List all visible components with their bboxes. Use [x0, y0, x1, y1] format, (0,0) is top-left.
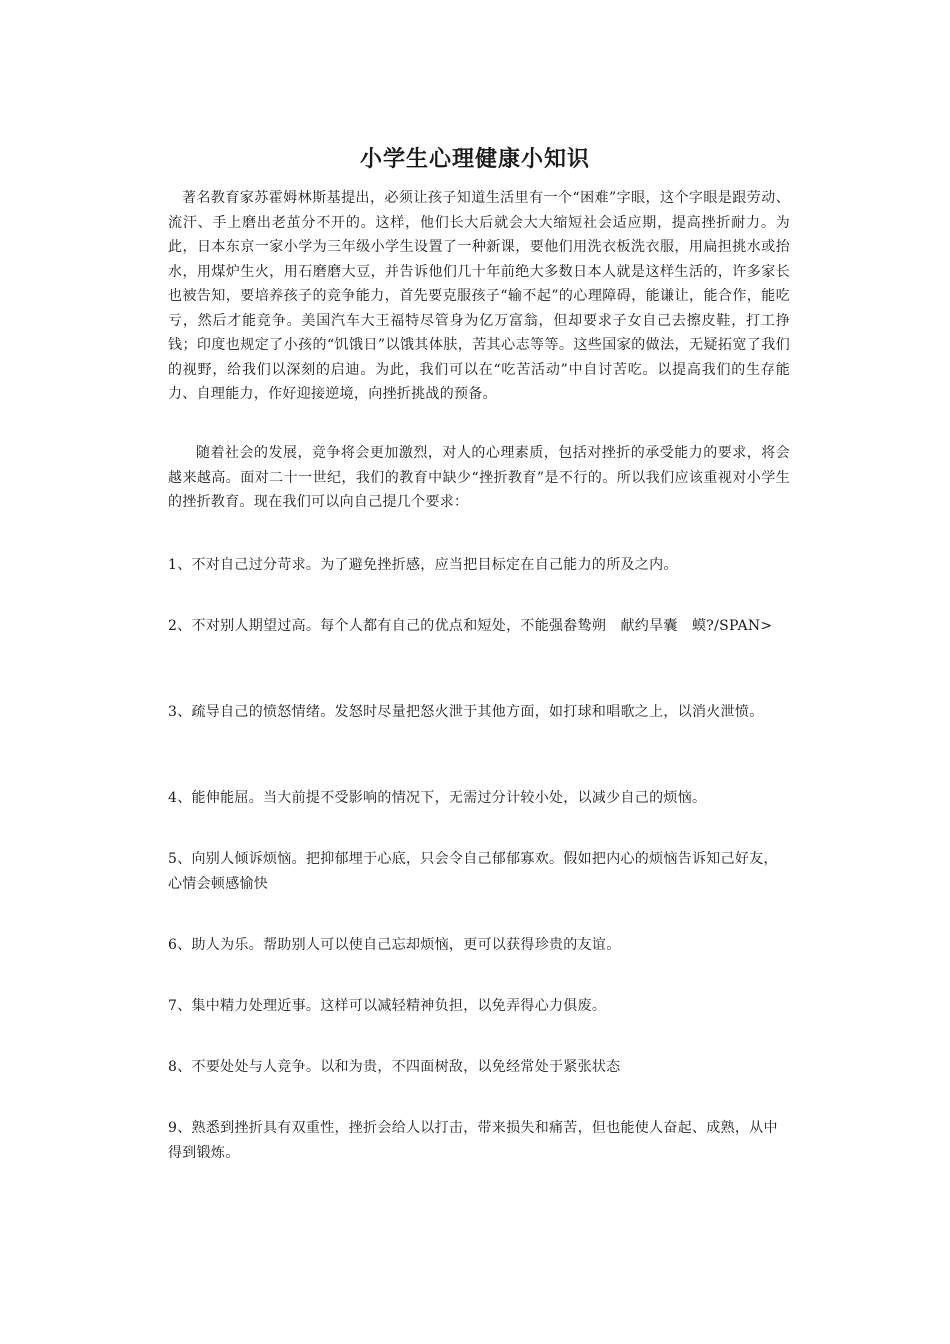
- list-item: 1、不对自己过分苛求。为了避免挫折感，应当把目标定在自己能力的所及之内。: [168, 557, 678, 573]
- list-item: 2、不对别人期望过高。每个人都有自己的优点和短处，不能强畚鸷朔 献约旱囊 蟆?/SPAN>: [168, 618, 773, 634]
- list-item: 9、熟悉到挫折具有双重性，挫折会给人以打击，带来损失和痛苦，但也能使人奋起、成熟，从中得到锻炼。: [168, 1120, 778, 1161]
- list-item: 5、向别人倾诉烦恼。把抑郁埋于心底，只会令自己郁郁寡欢。假如把内心的烦恼告诉知己好友，心情会顿感愉快: [168, 851, 778, 892]
- context-paragraph: 随着社会的发展，竞争将会更加激烈，对人的心理素质，包括对挫折的承受能力的要求，将会越来越高。面对二十一世纪，我们的教育中缺少“挫折教育”是不行的。所以我们应该重视对小学生的挫折教育。现在我们可以向自己提几个要求：: [168, 445, 790, 510]
- list-item: 3、疏导自己的愤怒情绪。发怒时尽量把怒火泄于其他方面，如打球和唱歌之上，以消火泄愤。: [168, 704, 764, 720]
- list-item: 7、集中精力处理近事。这样可以减轻精神负担，以免弄得心力俱废。: [168, 998, 607, 1014]
- list-item: 8、不要处处与人竞争。以和为贵，不四面树敌，以免经常处于紧张状态: [168, 1059, 621, 1075]
- list-item: 6、助人为乐。帮助别人可以使自己忘却烦恼，更可以获得珍贵的友谊。: [168, 937, 621, 953]
- list-item: 4、能伸能屈。当大前提不受影响的情况下，无需过分计较小处，以减少自己的烦恼。: [168, 790, 707, 806]
- document-title: 小学生心理健康小知识: [359, 147, 590, 172]
- intro-paragraph: 著名教育家苏霍姆林斯基提出，必须让孩子知道生活里有一个“困难”字眼，这个字眼是跟劳动、流汗、手上磨出老茧分不开的。这样，他们长大后就会大大缩短社会适应期，提高挫折耐力。为此，日本东京一家小学为三年级小学生设置了一种新课，要他们用洗衣板洗衣服，用扁担挑水或抬水，用煤炉生火，用石磨磨大豆，并告诉他们几十年前绝大多数日本人就是这样生活的，许多家长也被告知，要培养孩子的竞争能力，首先要克服孩子“输不起”的心理障碍，能谦让，能合作，能吃亏，然后才能竞争。美国汽车大王福特尽管身为亿万富翁，但却要求子女自己去擦皮鞋，打工挣钱；印度也规定了小孩的“饥饿日”以饿其体肤，苦其心志等等。这些国家的做法，无疑拓宽了我们的视野，给我们以深刻的启迪。为此，我们可以在“吃苦活动”中自讨苦吃。以提高我们的生存能力、自理能力，作好迎接逆境，向挫折挑战的预备。: [168, 190, 790, 402]
